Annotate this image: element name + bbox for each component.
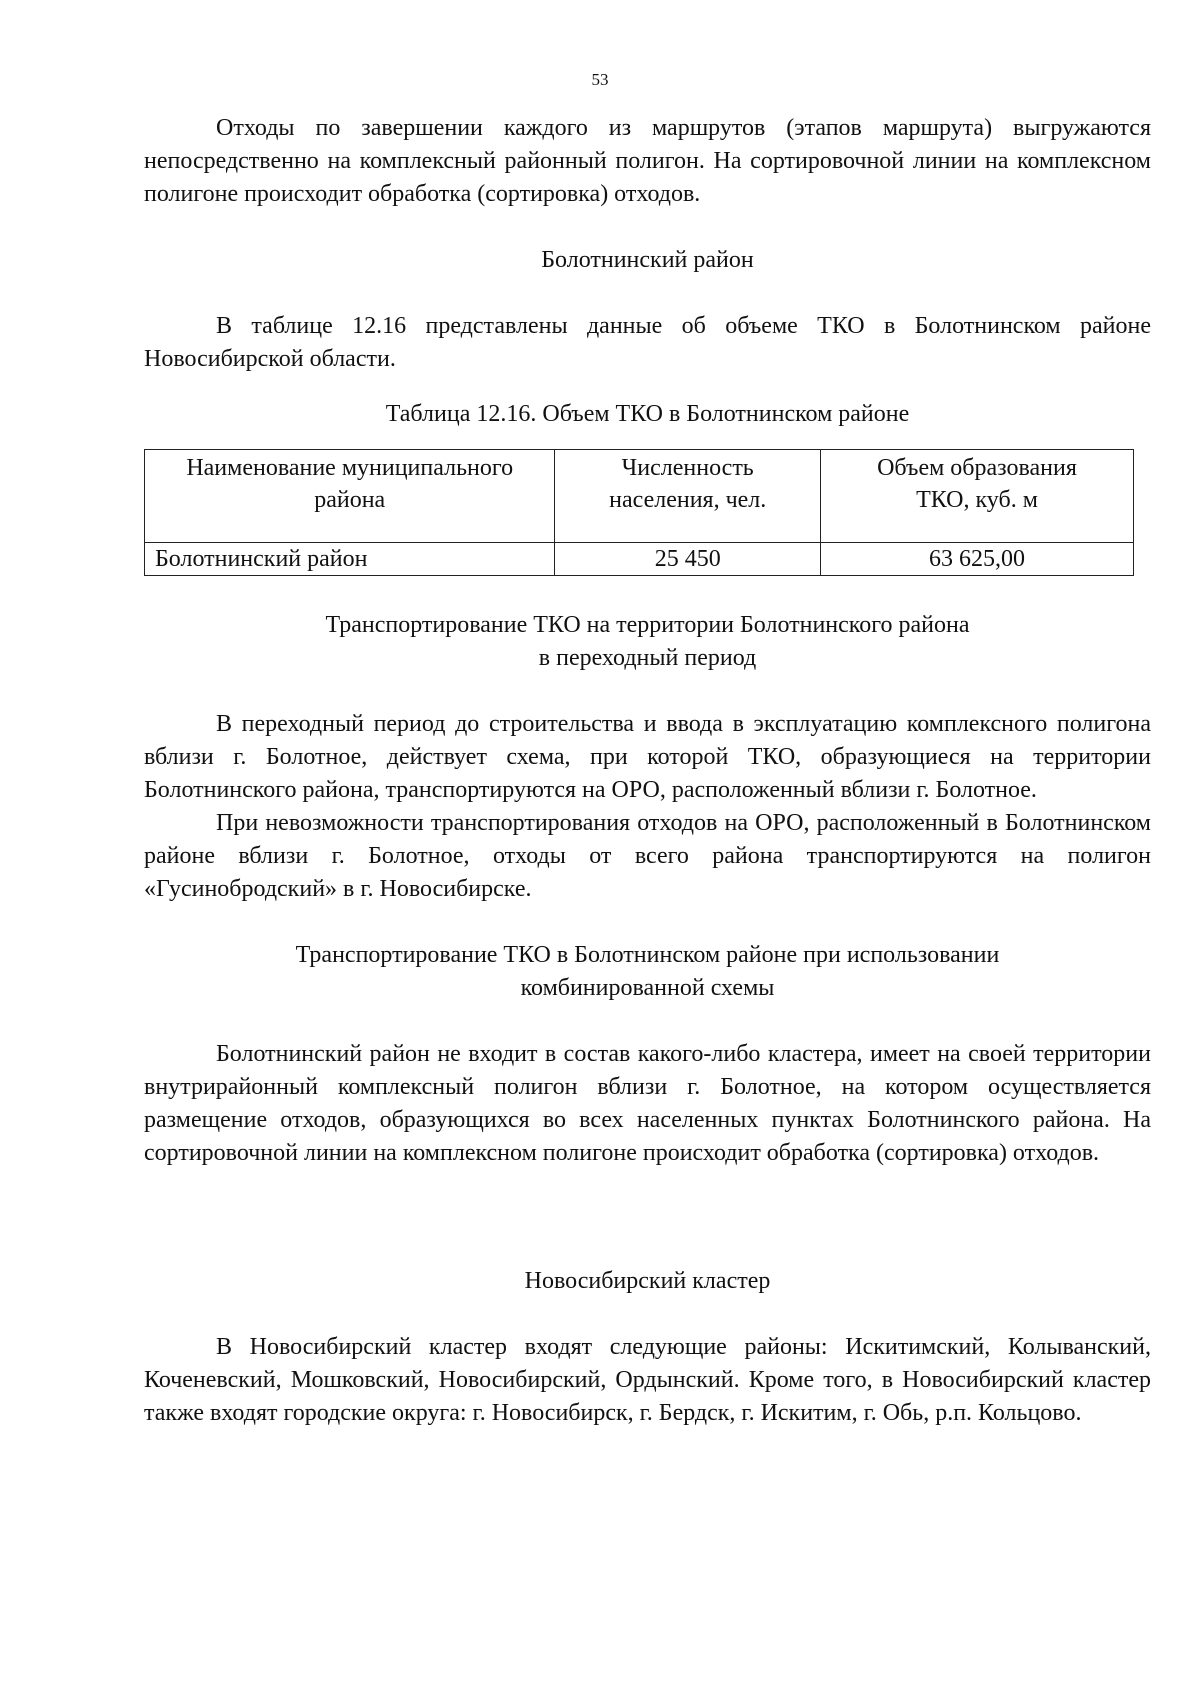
table-cell-volume: 63 625,00 — [820, 543, 1133, 576]
bolotninsky-paragraph: В таблице 12.16 представлены данные об объеме ТКО в Болотнинском районе Новосибирской области. — [144, 313, 1151, 372]
table-header-row — [145, 450, 1134, 543]
header-line: населения, чел. — [609, 487, 767, 513]
table-cell-population: 25 450 — [555, 543, 821, 576]
table-row — [145, 543, 1134, 576]
document-body — [144, 112, 1151, 1430]
table-header-cell — [555, 450, 821, 543]
header-line: Объем образования — [877, 455, 1077, 481]
table-header-cell — [820, 450, 1133, 543]
novosibirsk-paragraph: В Новосибирский кластер входят следующие районы: Искитимский, Колыванский, Коченевский, Мошковский, Новосибирский, Ордынский. Кроме того, в Новосибирский кластер также входят городские округа: г. Новосибирск, г. Бердск, г. Искитим, г. Обь, р.п. Кольцово. — [144, 1334, 1151, 1426]
section-heading-novosibirsk: Новосибирский кластер — [524, 1268, 771, 1294]
volume-table — [144, 449, 1134, 576]
table-header-cell — [145, 450, 555, 543]
section-heading-bolotninsky: Болотнинский район — [541, 247, 754, 273]
header-line: Наименование муниципального — [186, 455, 514, 481]
section-heading-transition — [144, 609, 1151, 675]
transition-paragraph-1: В переходный период до строительства и ввода в эксплуатацию комплексного полигона вблизи г. Болотное, действует схема, при которой ТКО, образующиеся на территории Болотнинского района, транспортируются на ОРО, расположенный вблизи г. Болотное. — [144, 711, 1151, 803]
heading-line: Транспортирование ТКО в Болотнинском районе при использовании — [295, 942, 1000, 968]
table-caption: Таблица 12.16. Объем ТКО в Болотнинском районе — [385, 401, 910, 427]
page-number: 53 — [591, 70, 609, 89]
combined-paragraph: Болотнинский район не входит в состав какого-либо кластера, имеет на своей территории внутрирайонный комплексный полигон вблизи г. Болотное, на котором осуществляется размещение отходов, образующихся во всех населенных пунктах Болотнинского района. На сортировочной линии на комплексном полигоне происходит обработка (сортировка) отходов. — [144, 1041, 1151, 1166]
heading-line: Транспортирование ТКО на территории Болотнинского района — [325, 612, 970, 638]
heading-line: в переходный период — [538, 645, 757, 671]
intro-paragraph: Отходы по завершении каждого из маршрутов (этапов маршрута) выгружаются непосредственно на комплексный районный полигон. На сортировочной линии на комплексном полигоне происходит обработка (сортировка) отходов. — [144, 115, 1151, 207]
header-line: района — [314, 487, 386, 513]
transition-paragraph-2: При невозможности транспортирования отходов на ОРО, расположенный в Болотнинском районе вблизи г. Болотное, отходы от всего района транспортируются на полигон «Гусинобродский» в г. Новосибирске. — [144, 810, 1151, 902]
header-line: ТКО, куб. м — [916, 487, 1038, 513]
table-cell-district: Болотнинский район — [145, 543, 555, 576]
heading-line: комбинированной схемы — [520, 975, 775, 1001]
section-heading-combined — [144, 939, 1151, 1005]
header-line: Численность — [621, 455, 754, 481]
